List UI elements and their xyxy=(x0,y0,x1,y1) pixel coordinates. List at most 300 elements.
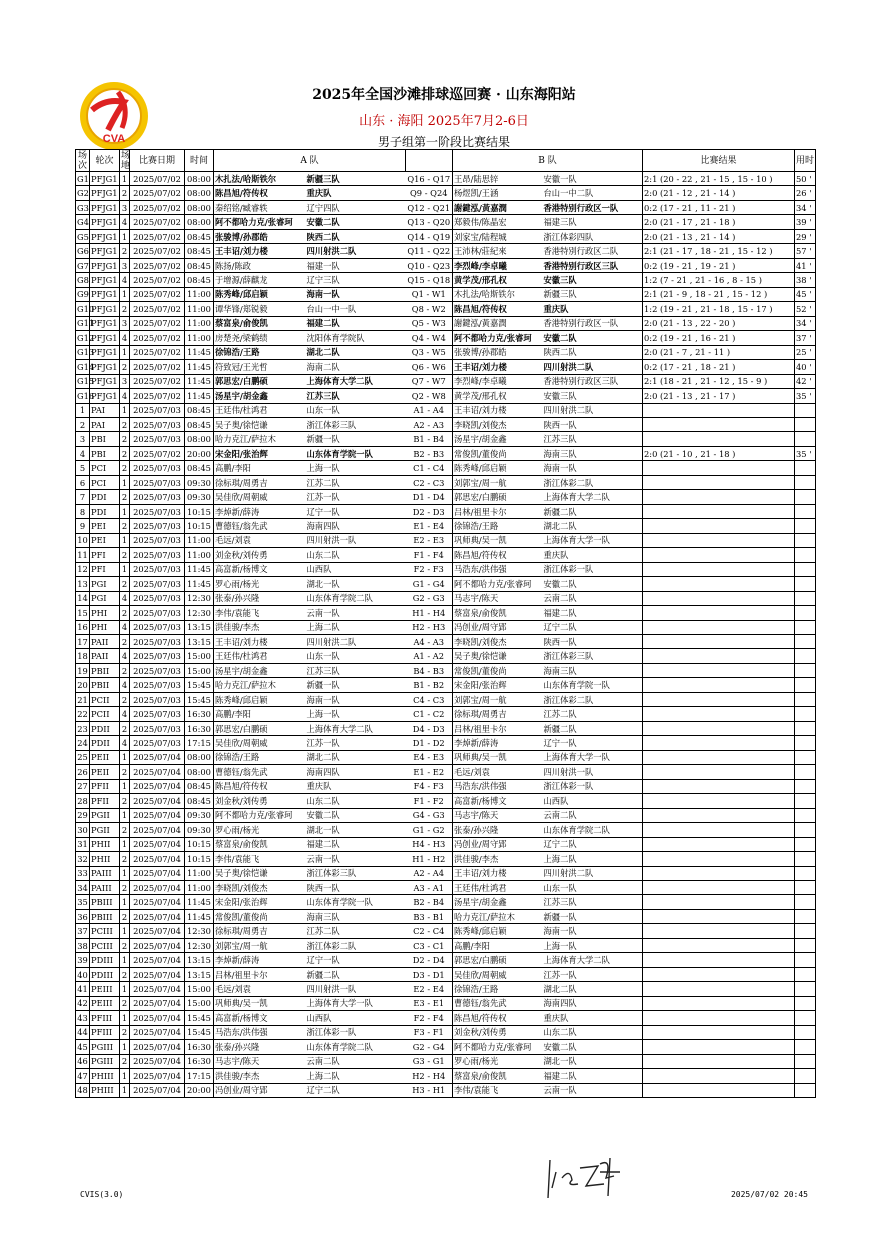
table-row xyxy=(76,1025,816,1039)
match-result xyxy=(643,750,795,764)
court: 1 xyxy=(120,837,130,851)
round: PFJG1 xyxy=(90,215,120,229)
duration xyxy=(795,794,816,808)
team-b-name: 新疆二队 xyxy=(543,504,643,518)
team-b-name: 海南一队 xyxy=(543,461,643,475)
match-id: 23 xyxy=(76,721,90,735)
team-b-players: 高富新/杨博文 xyxy=(453,794,543,808)
time: 11:00 xyxy=(185,287,214,301)
court: 2 xyxy=(120,519,130,533)
date: 2025/07/04 xyxy=(130,895,185,909)
team-b-players: 蔡富泉/俞俊凯 xyxy=(453,606,543,620)
date: 2025/07/02 xyxy=(130,345,185,359)
seeding: C2 - C4 xyxy=(406,924,453,938)
duration xyxy=(795,678,816,692)
team-b-name: 山东二队 xyxy=(543,1025,643,1039)
round: PGIII xyxy=(90,1054,120,1068)
seeding: E1 - E2 xyxy=(406,765,453,779)
team-b-name: 安徽二队 xyxy=(543,577,643,591)
team-a-players: 符致冠/王光哲 xyxy=(214,360,306,374)
match-id: 43 xyxy=(76,1011,90,1025)
round: PFI xyxy=(90,562,120,576)
court: 2 xyxy=(120,302,130,316)
match-result xyxy=(643,996,795,1010)
team-a-players: 陈昌旭/符传权 xyxy=(214,186,306,200)
team-a-name: 江苏二队 xyxy=(306,475,406,489)
duration xyxy=(795,432,816,446)
team-a-name: 江苏二队 xyxy=(306,924,406,938)
court: 1 xyxy=(120,475,130,489)
seeding: C4 - C3 xyxy=(406,692,453,706)
match-id: 32 xyxy=(76,852,90,866)
seeding: Q11 - Q22 xyxy=(406,244,453,258)
date: 2025/07/04 xyxy=(130,779,185,793)
court: 1 xyxy=(120,533,130,547)
date: 2025/07/04 xyxy=(130,823,185,837)
team-b-players: 徐标琪/周勇吉 xyxy=(453,707,543,721)
duration xyxy=(795,519,816,533)
team-b-name: 陕西一队 xyxy=(543,417,643,431)
date: 2025/07/03 xyxy=(130,461,185,475)
match-result xyxy=(643,606,795,620)
team-b-name: 浙江体彩二队 xyxy=(543,475,643,489)
team-a-name: 浙江体彩三队 xyxy=(306,417,406,431)
time: 15:00 xyxy=(185,663,214,677)
court: 4 xyxy=(120,707,130,721)
date: 2025/07/03 xyxy=(130,678,185,692)
match-result xyxy=(643,765,795,779)
table-row xyxy=(76,577,816,591)
team-b-players: 张泰/孙兴隆 xyxy=(453,823,543,837)
match-result xyxy=(643,519,795,533)
court: 2 xyxy=(120,823,130,837)
match-result xyxy=(643,663,795,677)
team-b-players: 汤星宇/胡金鑫 xyxy=(453,895,543,909)
time: 12:30 xyxy=(185,606,214,620)
match-id: G3 xyxy=(76,200,90,214)
team-a-name: 辽宁二队 xyxy=(306,1083,406,1097)
duration xyxy=(795,577,816,591)
time: 11:45 xyxy=(185,360,214,374)
seeding: G1 - G4 xyxy=(406,577,453,591)
time: 09:30 xyxy=(185,490,214,504)
date: 2025/07/04 xyxy=(130,866,185,880)
team-b-players: 謝鍵泓/黃嘉潤 xyxy=(453,200,543,214)
match-result xyxy=(643,967,795,981)
team-a-players: 刘金秋/刘传勇 xyxy=(214,548,306,562)
time: 08:45 xyxy=(185,794,214,808)
table-row xyxy=(76,345,816,359)
court: 1 xyxy=(120,1040,130,1054)
date: 2025/07/04 xyxy=(130,1083,185,1097)
time: 11:45 xyxy=(185,389,214,403)
team-a-players: 阿不都哈力克/张睿珂 xyxy=(214,808,306,822)
team-a-name: 辽宁四队 xyxy=(306,200,406,214)
round: PDII xyxy=(90,721,120,735)
court: 1 xyxy=(120,504,130,518)
team-a-players: 陈秀峰/邱启颖 xyxy=(214,692,306,706)
table-row xyxy=(76,620,816,634)
duration xyxy=(795,663,816,677)
team-b-name: 山西队 xyxy=(543,794,643,808)
match-id: G6 xyxy=(76,244,90,258)
court: 2 xyxy=(120,938,130,952)
time: 10:15 xyxy=(185,837,214,851)
date: 2025/07/03 xyxy=(130,432,185,446)
duration: 34 ' xyxy=(795,316,816,330)
time: 08:45 xyxy=(185,461,214,475)
team-b-name: 新疆一队 xyxy=(543,909,643,923)
duration: 50 ' xyxy=(795,172,816,186)
seeding: B3 - B1 xyxy=(406,909,453,923)
team-a-name: 浙江体彩一队 xyxy=(306,1025,406,1039)
team-b-name: 浙江体彩一队 xyxy=(543,562,643,576)
date: 2025/07/04 xyxy=(130,996,185,1010)
match-id: 24 xyxy=(76,736,90,750)
team-a-players: 曹德钰/翁先武 xyxy=(214,765,306,779)
time: 12:30 xyxy=(185,938,214,952)
team-a-players: 宋金阳/张治辉 xyxy=(214,446,306,460)
duration xyxy=(795,736,816,750)
table-row xyxy=(76,302,816,316)
seeding: H1 - H4 xyxy=(406,606,453,620)
table-row xyxy=(76,866,816,880)
team-a-players: 高富新/杨博文 xyxy=(214,562,306,576)
duration xyxy=(795,620,816,634)
duration xyxy=(795,866,816,880)
duration xyxy=(795,953,816,967)
match-id: G7 xyxy=(76,258,90,272)
seeding: A4 - A3 xyxy=(406,635,453,649)
time: 16:30 xyxy=(185,721,214,735)
duration xyxy=(795,1040,816,1054)
footer-timestamp: 2025/07/02 20:45 xyxy=(730,1190,808,1199)
team-a-name: 江苏三队 xyxy=(306,389,406,403)
team-a-players: 洪佳骏/李杰 xyxy=(214,1069,306,1083)
team-b-name: 辽宁二队 xyxy=(543,837,643,851)
seeding: B4 - B3 xyxy=(406,663,453,677)
round: PGI xyxy=(90,591,120,605)
team-b-players: 郭思宏/白鹏硕 xyxy=(453,953,543,967)
team-a-name: 四川射洪二队 xyxy=(306,635,406,649)
time: 11:45 xyxy=(185,345,214,359)
team-b-players: 黄学茂/邢孔权 xyxy=(453,273,543,287)
table-row xyxy=(76,461,816,475)
team-a-players: 汤星宇/胡金鑫 xyxy=(214,663,306,677)
match-result xyxy=(643,591,795,605)
team-a-name: 山东二队 xyxy=(306,794,406,808)
table-row xyxy=(76,490,816,504)
court: 1 xyxy=(120,562,130,576)
team-a-name: 四川射洪一队 xyxy=(306,982,406,996)
team-b-name: 山东体育学院一队 xyxy=(543,678,643,692)
team-a-name: 湖北一队 xyxy=(306,577,406,591)
team-b-name: 上海体育大学二队 xyxy=(543,953,643,967)
court: 2 xyxy=(120,663,130,677)
team-a-name: 海南一队 xyxy=(306,287,406,301)
team-b-name: 海南三队 xyxy=(543,446,643,460)
match-id: 16 xyxy=(76,620,90,634)
team-a-players: 王丰诏/刘力楼 xyxy=(214,244,306,258)
match-id: G1 xyxy=(76,172,90,186)
court: 4 xyxy=(120,331,130,345)
court: 3 xyxy=(120,258,130,272)
table-row xyxy=(76,765,816,779)
section-subtitle: 男子组第一阶段比赛结果 xyxy=(377,135,510,149)
time: 15:00 xyxy=(185,649,214,663)
team-a-name: 海南三队 xyxy=(306,909,406,923)
team-a-players: 徐标琪/周勇吉 xyxy=(214,475,306,489)
match-id: 31 xyxy=(76,837,90,851)
round: PEI xyxy=(90,533,120,547)
court: 1 xyxy=(120,866,130,880)
round: PEII xyxy=(90,750,120,764)
date: 2025/07/04 xyxy=(130,808,185,822)
court: 2 xyxy=(120,852,130,866)
team-b-name: 重庆队 xyxy=(543,302,643,316)
time: 11:45 xyxy=(185,562,214,576)
team-b-name: 新疆二队 xyxy=(543,721,643,735)
round: PFIII xyxy=(90,1011,120,1025)
match-id: 10 xyxy=(76,533,90,547)
duration xyxy=(795,880,816,894)
match-result xyxy=(643,837,795,851)
page-title: 2025年全国沙滩排球巡回赛 · 山东海阳站 xyxy=(312,87,576,103)
team-b-name: 陕西一队 xyxy=(543,635,643,649)
court: 1 xyxy=(120,1011,130,1025)
date: 2025/07/03 xyxy=(130,721,185,735)
team-b-players: 李晓凯/刘俊杰 xyxy=(453,417,543,431)
header-time: 时间 xyxy=(185,150,214,172)
team-a-players: 毛远/刘袁 xyxy=(214,982,306,996)
team-a-players: 高鹏/李阳 xyxy=(214,461,306,475)
header-date: 比赛日期 xyxy=(130,150,185,172)
seeding: A2 - A3 xyxy=(406,417,453,431)
duration xyxy=(795,461,816,475)
seeding: H2 - H3 xyxy=(406,620,453,634)
table-row xyxy=(76,635,816,649)
court: 4 xyxy=(120,649,130,663)
match-result xyxy=(643,808,795,822)
table-row xyxy=(76,374,816,388)
match-id: 9 xyxy=(76,519,90,533)
team-a-players: 毛远/刘袁 xyxy=(214,533,306,547)
match-id: 47 xyxy=(76,1069,90,1083)
duration xyxy=(795,635,816,649)
team-b-name: 海南四队 xyxy=(543,996,643,1010)
team-b-name: 安徽三队 xyxy=(543,273,643,287)
table-header xyxy=(76,150,816,172)
round: PCIII xyxy=(90,924,120,938)
match-result: 2:1 (21 - 17 , 18 - 21 , 15 - 12 ) xyxy=(643,244,795,258)
team-b-name: 四川射洪一队 xyxy=(543,765,643,779)
match-id: 22 xyxy=(76,707,90,721)
seeding: C2 - C3 xyxy=(406,475,453,489)
round: PBIII xyxy=(90,895,120,909)
round: PFII xyxy=(90,794,120,808)
seeding: D1 - D2 xyxy=(406,736,453,750)
time: 13:15 xyxy=(185,620,214,634)
team-b-name: 浙江体彩三队 xyxy=(543,649,643,663)
team-a-players: 张泰/孙兴隆 xyxy=(214,591,306,605)
court: 2 xyxy=(120,432,130,446)
match-id: G8 xyxy=(76,273,90,287)
seeding: C3 - C1 xyxy=(406,938,453,952)
round: PCI xyxy=(90,461,120,475)
team-b-players: 马浩东/洪伟强 xyxy=(453,779,543,793)
team-a-name: 山东体育学院一队 xyxy=(306,895,406,909)
round: PHII xyxy=(90,837,120,851)
table-row xyxy=(76,649,816,663)
court: 1 xyxy=(120,345,130,359)
date: 2025/07/02 xyxy=(130,244,185,258)
seeding: Q5 - W3 xyxy=(406,316,453,330)
seeding: F4 - F3 xyxy=(406,779,453,793)
team-b-name: 新疆三队 xyxy=(543,287,643,301)
team-b-players: 王丰诏/刘力楼 xyxy=(453,403,543,417)
time: 15:45 xyxy=(185,1025,214,1039)
round: PEIII xyxy=(90,982,120,996)
seeding: Q8 - W2 xyxy=(406,302,453,316)
seeding: Q4 - W4 xyxy=(406,331,453,345)
team-b-players: 陈秀峰/邱启颖 xyxy=(453,461,543,475)
match-result: 1:2 (19 - 21 , 21 - 18 , 15 - 17 ) xyxy=(643,302,795,316)
team-b-players: 刘金秋/刘传勇 xyxy=(453,1025,543,1039)
round: PFJG1 xyxy=(90,374,120,388)
date: 2025/07/03 xyxy=(130,533,185,547)
date: 2025/07/03 xyxy=(130,548,185,562)
seeding: Q13 - Q20 xyxy=(406,215,453,229)
team-a-name: 辽宁一队 xyxy=(306,953,406,967)
round: PCI xyxy=(90,475,120,489)
team-a-players: 罗心雨/杨光 xyxy=(214,823,306,837)
team-a-players: 罗心雨/杨光 xyxy=(214,577,306,591)
team-b-name: 海南一队 xyxy=(543,924,643,938)
time: 11:00 xyxy=(185,302,214,316)
team-a-name: 山西队 xyxy=(306,1011,406,1025)
team-a-name: 陕西二队 xyxy=(306,229,406,243)
table-row xyxy=(76,909,816,923)
time: 11:00 xyxy=(185,880,214,894)
team-a-players: 陈秀峰/邱启颖 xyxy=(214,287,306,301)
duration xyxy=(795,823,816,837)
team-a-players: 阿不都哈力克/张睿珂 xyxy=(214,215,306,229)
table-row xyxy=(76,215,816,229)
date: 2025/07/04 xyxy=(130,750,185,764)
team-a-players: 秦绍铭/臧睿轶 xyxy=(214,200,306,214)
date: 2025/07/03 xyxy=(130,649,185,663)
duration: 35 ' xyxy=(795,446,816,460)
team-a-name: 山东二队 xyxy=(306,548,406,562)
team-a-name: 上海体育大学二队 xyxy=(306,374,406,388)
court: 2 xyxy=(120,577,130,591)
match-result xyxy=(643,1025,795,1039)
date: 2025/07/04 xyxy=(130,953,185,967)
match-result: 0:2 (19 - 21 , 19 - 21 ) xyxy=(643,258,795,272)
time: 15:00 xyxy=(185,982,214,996)
time: 08:00 xyxy=(185,750,214,764)
match-result xyxy=(643,982,795,996)
match-result xyxy=(643,823,795,837)
seeding: Q14 - Q19 xyxy=(406,229,453,243)
duration: 34 ' xyxy=(795,200,816,214)
table-row xyxy=(76,200,816,214)
time: 15:00 xyxy=(185,996,214,1010)
seeding: H2 - H4 xyxy=(406,1069,453,1083)
seeding: F1 - F4 xyxy=(406,548,453,562)
team-a-name: 云南一队 xyxy=(306,852,406,866)
match-id: 34 xyxy=(76,880,90,894)
court: 1 xyxy=(120,172,130,186)
team-a-players: 吴子奥/徐恺谦 xyxy=(214,866,306,880)
match-id: 6 xyxy=(76,475,90,489)
team-b-players: 蔡富泉/俞俊凯 xyxy=(453,1069,543,1083)
time: 11:00 xyxy=(185,548,214,562)
match-id: G5 xyxy=(76,229,90,243)
match-id: 13 xyxy=(76,577,90,591)
court: 2 xyxy=(120,244,130,258)
duration xyxy=(795,591,816,605)
duration xyxy=(795,490,816,504)
table-row xyxy=(76,519,816,533)
team-b-players: 曹德钰/翁先武 xyxy=(453,996,543,1010)
team-a-name: 陕西一队 xyxy=(306,880,406,894)
table-row xyxy=(76,779,816,793)
team-a-players: 蔡富泉/俞俊凯 xyxy=(214,316,306,330)
time: 16:30 xyxy=(185,1054,214,1068)
date: 2025/07/04 xyxy=(130,765,185,779)
match-result xyxy=(643,678,795,692)
duration xyxy=(795,707,816,721)
team-b-name: 台山一中二队 xyxy=(543,186,643,200)
seeding: E2 - E3 xyxy=(406,533,453,547)
date: 2025/07/03 xyxy=(130,475,185,489)
round: PAIII xyxy=(90,880,120,894)
table-row xyxy=(76,186,816,200)
team-b-players: 陈昌旭/符传权 xyxy=(453,302,543,316)
team-a-players: 李伟/袁能飞 xyxy=(214,852,306,866)
header-team-a: A 队 xyxy=(214,150,406,172)
table-row xyxy=(76,895,816,909)
court: 2 xyxy=(120,880,130,894)
match-result xyxy=(643,620,795,634)
team-a-name: 山东体育学院一队 xyxy=(306,446,406,460)
duration xyxy=(795,1054,816,1068)
seeding: Q1 - W1 xyxy=(406,287,453,301)
match-id: 45 xyxy=(76,1040,90,1054)
date: 2025/07/02 xyxy=(130,331,185,345)
court: 1 xyxy=(120,982,130,996)
date: 2025/07/03 xyxy=(130,562,185,576)
court: 4 xyxy=(120,736,130,750)
date: 2025/07/02 xyxy=(130,374,185,388)
team-b-name: 辽宁二队 xyxy=(543,620,643,634)
match-id: 26 xyxy=(76,765,90,779)
court: 1 xyxy=(120,750,130,764)
team-a-name: 新疆二队 xyxy=(306,967,406,981)
round: PFJG1 xyxy=(90,360,120,374)
seeding: D1 - D4 xyxy=(406,490,453,504)
round: PDI xyxy=(90,504,120,518)
team-a-players: 谭华锋/郑锐毅 xyxy=(214,302,306,316)
match-result xyxy=(643,533,795,547)
match-result xyxy=(643,490,795,504)
match-id: 44 xyxy=(76,1025,90,1039)
round: PFJG1 xyxy=(90,244,120,258)
match-result xyxy=(643,461,795,475)
time: 11:45 xyxy=(185,895,214,909)
duration xyxy=(795,982,816,996)
